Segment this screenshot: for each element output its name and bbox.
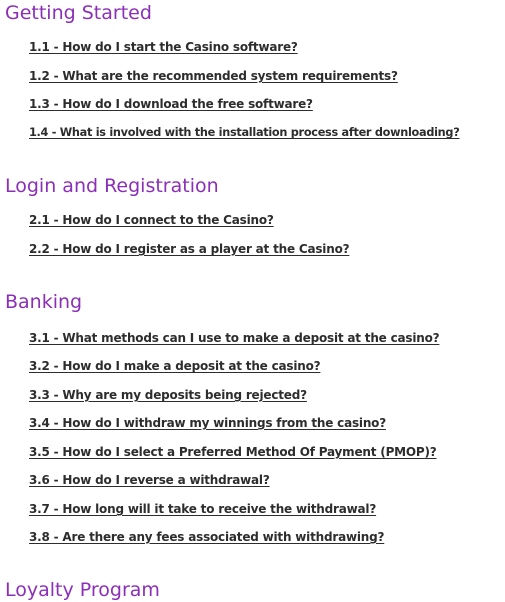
faq-link-3-7[interactable]: 3.7 - How long will it take to receive the withdrawal? [29,502,377,516]
faq-link-2-2[interactable]: 2.2 - How do I register as a player at the Casino? [29,242,350,256]
faq-link-1-2[interactable]: 1.2 - What are the recommended system requirements? [29,69,398,83]
faq-link-3-1[interactable]: 3.1 - What methods can I use to make a deposit at the casino? [29,331,440,345]
faq-link-3-2[interactable]: 3.2 - How do I make a deposit at the casino? [29,359,321,373]
faq-link-2-1[interactable]: 2.1 - How do I connect to the Casino? [29,213,274,227]
section-title-loyalty-program: Loyalty Program [5,579,160,601]
faq-link-1-1[interactable]: 1.1 - How do I start the Casino software? [29,40,298,54]
faq-link-3-4[interactable]: 3.4 - How do I withdraw my winnings from the casino? [29,416,386,430]
section-title-getting-started: Getting Started [5,2,152,24]
faq-link-1-4[interactable]: 1.4 - What is involved with the installation process after downloading? [29,126,460,139]
section-title-login-registration: Login and Registration [5,175,219,197]
faq-link-3-8[interactable]: 3.8 - Are there any fees associated with withdrawing? [29,530,385,544]
section-title-banking: Banking [5,291,83,313]
faq-link-3-3[interactable]: 3.3 - Why are my deposits being rejected? [29,388,307,402]
faq-link-3-5[interactable]: 3.5 - How do I select a Preferred Method Of Payment (PMOP)? [29,445,437,459]
faq-link-1-3[interactable]: 1.3 - How do I download the free software? [29,97,313,111]
faq-link-3-6[interactable]: 3.6 - How do I reverse a withdrawal? [29,473,270,487]
